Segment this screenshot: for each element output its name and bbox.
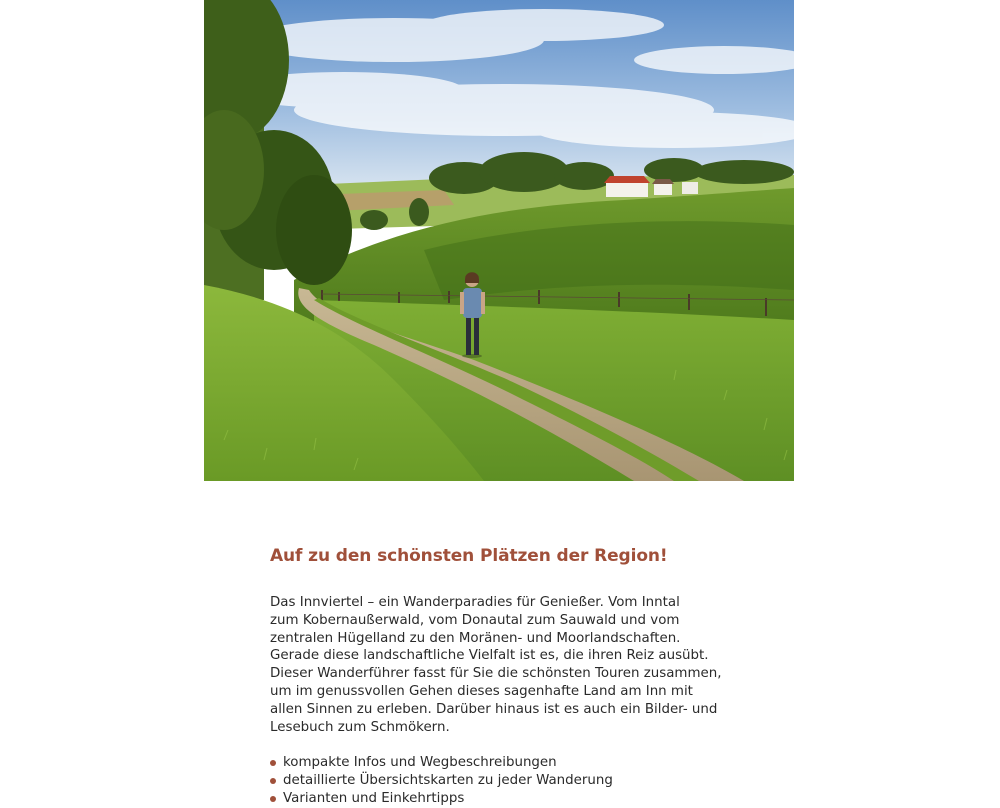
body-line: Dieser Wanderführer fasst für Sie die schönsten Touren zusammen, <box>270 666 722 682</box>
landscape-illustration <box>204 0 794 481</box>
feature-item <box>270 754 740 772</box>
body-line: zentralen Hügelland zu den Moränen- und Moorlandschaften. <box>270 630 681 646</box>
body-line: Das Innviertel – ein Wanderparadies für Genießer. Vom Inntal <box>270 595 680 610</box>
feature-item <box>270 772 740 790</box>
bullet-dot-icon <box>270 760 276 766</box>
article <box>270 545 740 808</box>
body-line: um im genussvollen Gehen dieses sagenhafte Land am Inn mit <box>270 683 693 699</box>
article-headline: Auf zu den schönsten Plätzen der Region! <box>270 546 668 566</box>
body-line: Lesebuch zum Schmökern. <box>270 719 450 735</box>
feature-text: detaillierte Übersichtskarten zu jeder Wanderung <box>283 773 613 789</box>
body-line: Gerade diese landschaftliche Vielfalt ist es, die ihren Reiz ausübt. <box>270 648 709 664</box>
feature-text: kompakte Infos und Wegbeschreibungen <box>283 755 557 771</box>
hero-image <box>204 0 794 481</box>
body-line: zum Kobernaußerwald, vom Donautal zum Sauwald und vom <box>270 612 680 628</box>
feature-item <box>270 790 740 808</box>
feature-text: Varianten und Einkehrtipps <box>283 790 465 806</box>
bullet-dot-icon <box>270 796 276 802</box>
body-line: allen Sinnen zu erleben. Darüber hinaus ist es auch ein Bilder- und <box>270 701 718 717</box>
bullet-dot-icon <box>270 778 276 784</box>
article-body <box>270 594 740 736</box>
